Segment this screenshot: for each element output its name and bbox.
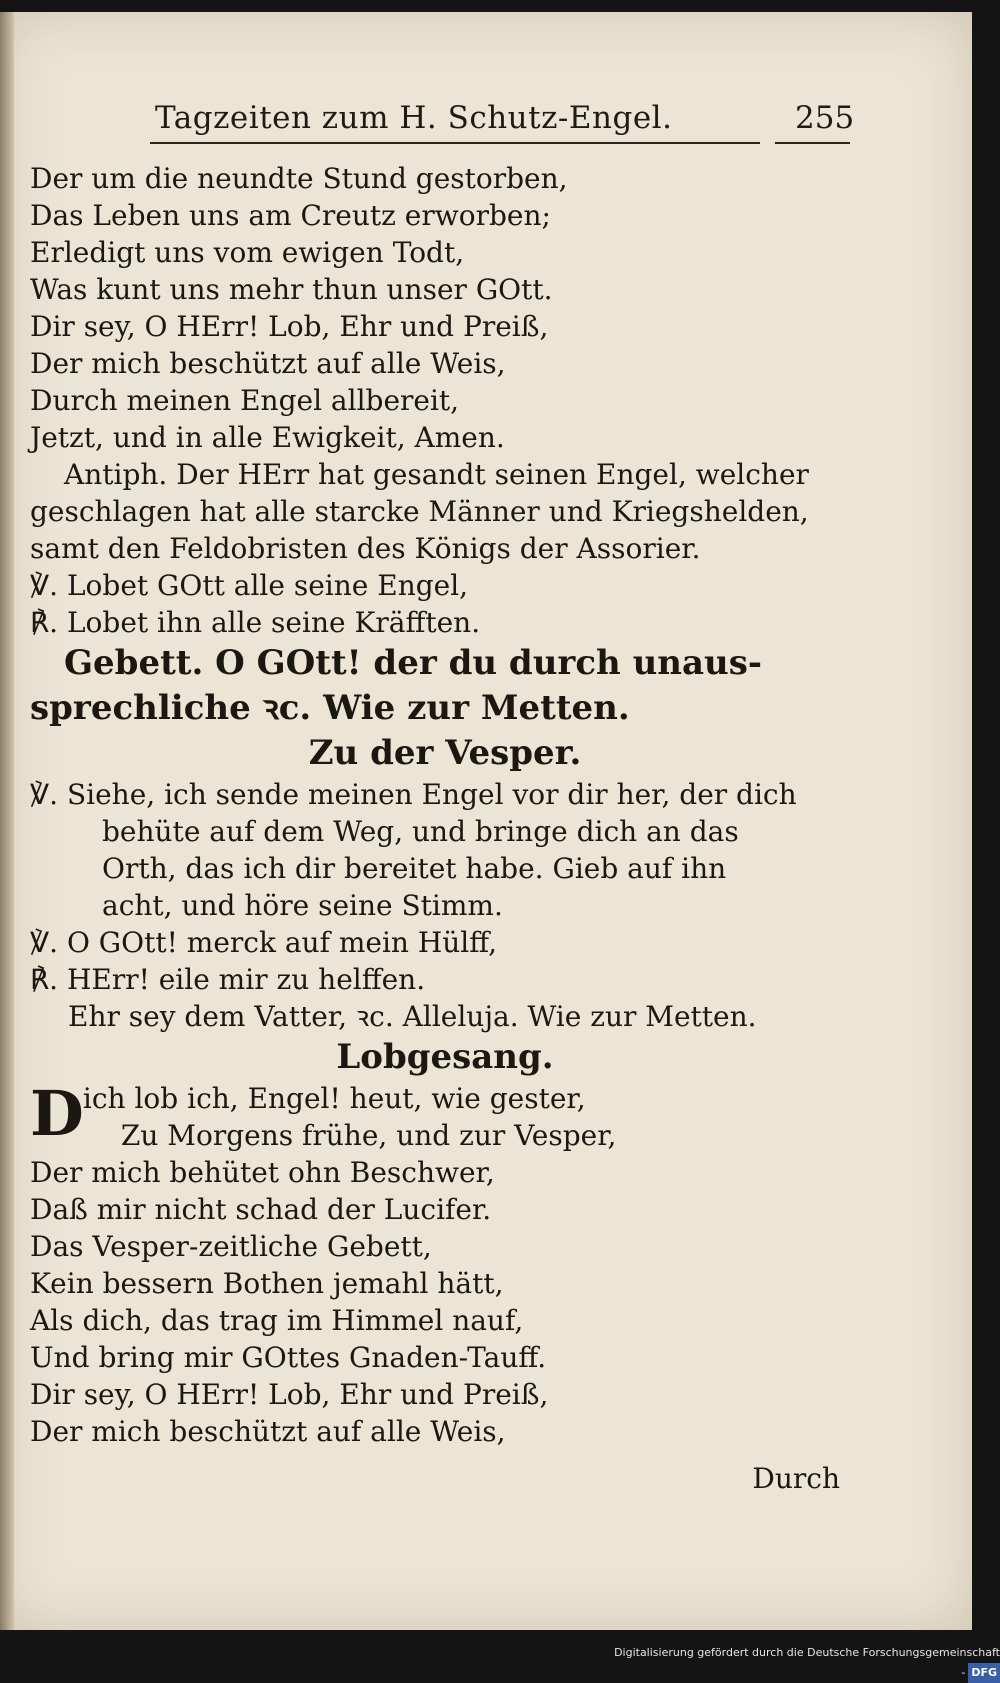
page-number: 255 bbox=[795, 100, 855, 136]
hymn-line: Der mich behütet ohn Beschwer, bbox=[30, 1156, 495, 1189]
hymn-opening bbox=[30, 1077, 860, 1154]
antiphon-line: geschlagen hat alle starcke Männer und Kriegshelden, bbox=[30, 495, 809, 528]
hymn-line: Daß mir nicht schad der Lucifer. bbox=[30, 1193, 492, 1226]
response: ℟. Lobet ihn alle seine Kräfften. bbox=[30, 606, 481, 639]
antiphon-line: samt den Feldobristen des Königs der Assorier. bbox=[30, 532, 701, 565]
page-spine-shadow bbox=[0, 12, 14, 1630]
verse-line: Dir sey, O HErr! Lob, Ehr und Preiß, bbox=[30, 310, 549, 343]
page-body bbox=[30, 160, 860, 1497]
prayer-heading: sprechliche ꝛc. Wie zur Metten. bbox=[30, 688, 630, 728]
verse-line: Was kunt uns mehr thun unser GOtt. bbox=[30, 273, 553, 306]
versicle-continuation: behüte auf dem Weg, und bringe dich an das bbox=[102, 815, 739, 848]
response: ℟. HErr! eile mir zu helffen. bbox=[30, 963, 426, 996]
verse-line: Der um die neundte Stund gestorben, bbox=[30, 162, 568, 195]
versicle-continuation: acht, und höre seine Stimm. bbox=[102, 889, 503, 922]
hymn-line: Der mich beschützt auf alle Weis, bbox=[30, 1415, 506, 1448]
hymn-line: Und bring mir GOttes Gnaden-Tauff. bbox=[30, 1341, 547, 1374]
page-number-rule bbox=[775, 142, 850, 144]
versicle: ℣. Lobet GOtt alle seine Engel, bbox=[30, 569, 469, 602]
credit-text: Digitalisierung gefördert durch die Deutsche Forschungsgemeinschaft - bbox=[614, 1646, 1000, 1679]
hymn-line: ich lob ich, Engel! heut, wie gester, bbox=[82, 1082, 586, 1115]
hymn-line: Kein bessern Bothen jemahl hätt, bbox=[30, 1267, 504, 1300]
digitization-credit bbox=[610, 1643, 1000, 1679]
versicle: ℣. Siehe, ich sende meinen Engel vor dir her, der dich bbox=[30, 778, 797, 811]
running-title: Tagzeiten zum H. Schutz-Engel. bbox=[155, 100, 673, 136]
versicle: ℣. O GOtt! merck auf mein Hülff, bbox=[30, 926, 498, 959]
versicle-continuation: Orth, das ich dir bereitet habe. Gieb auf ihn bbox=[102, 852, 727, 885]
prayer-heading: Gebett. O GOtt! der du durch unaus- bbox=[64, 643, 763, 683]
hymn-line: Als dich, das trag im Himmel nauf, bbox=[30, 1304, 524, 1337]
verse-line: Erledigt uns vom ewigen Todt, bbox=[30, 236, 465, 269]
antiphon-line: Antiph. Der HErr hat gesandt seinen Engel, welcher bbox=[64, 458, 809, 491]
running-header bbox=[150, 94, 855, 144]
book-page bbox=[0, 12, 972, 1630]
verse-line: Das Leben uns am Creutz erworben; bbox=[30, 199, 551, 232]
verse-line: Jetzt, und in alle Ewigkeit, Amen. bbox=[30, 421, 505, 454]
section-heading-hymn: Lobgesang. bbox=[336, 1037, 554, 1077]
gloria-line: Ehr sey dem Vatter, ꝛc. Alleluja. Wie zur Metten. bbox=[68, 1000, 757, 1033]
verse-line: Durch meinen Engel allbereit, bbox=[30, 384, 460, 417]
header-rule bbox=[150, 142, 760, 144]
verse-line: Der mich beschützt auf alle Weis, bbox=[30, 347, 506, 380]
catchword: Durch bbox=[752, 1462, 840, 1495]
hymn-line: Dir sey, O HErr! Lob, Ehr und Preiß, bbox=[30, 1378, 549, 1411]
hymn-line: Das Vesper-zeitliche Gebett, bbox=[30, 1230, 432, 1263]
dfg-logo: DFG bbox=[968, 1663, 1000, 1683]
drop-cap: D bbox=[30, 1077, 84, 1150]
section-heading-vesper: Zu der Vesper. bbox=[308, 733, 582, 773]
hymn-line: Zu Morgens frühe, und zur Vesper, bbox=[120, 1119, 617, 1152]
